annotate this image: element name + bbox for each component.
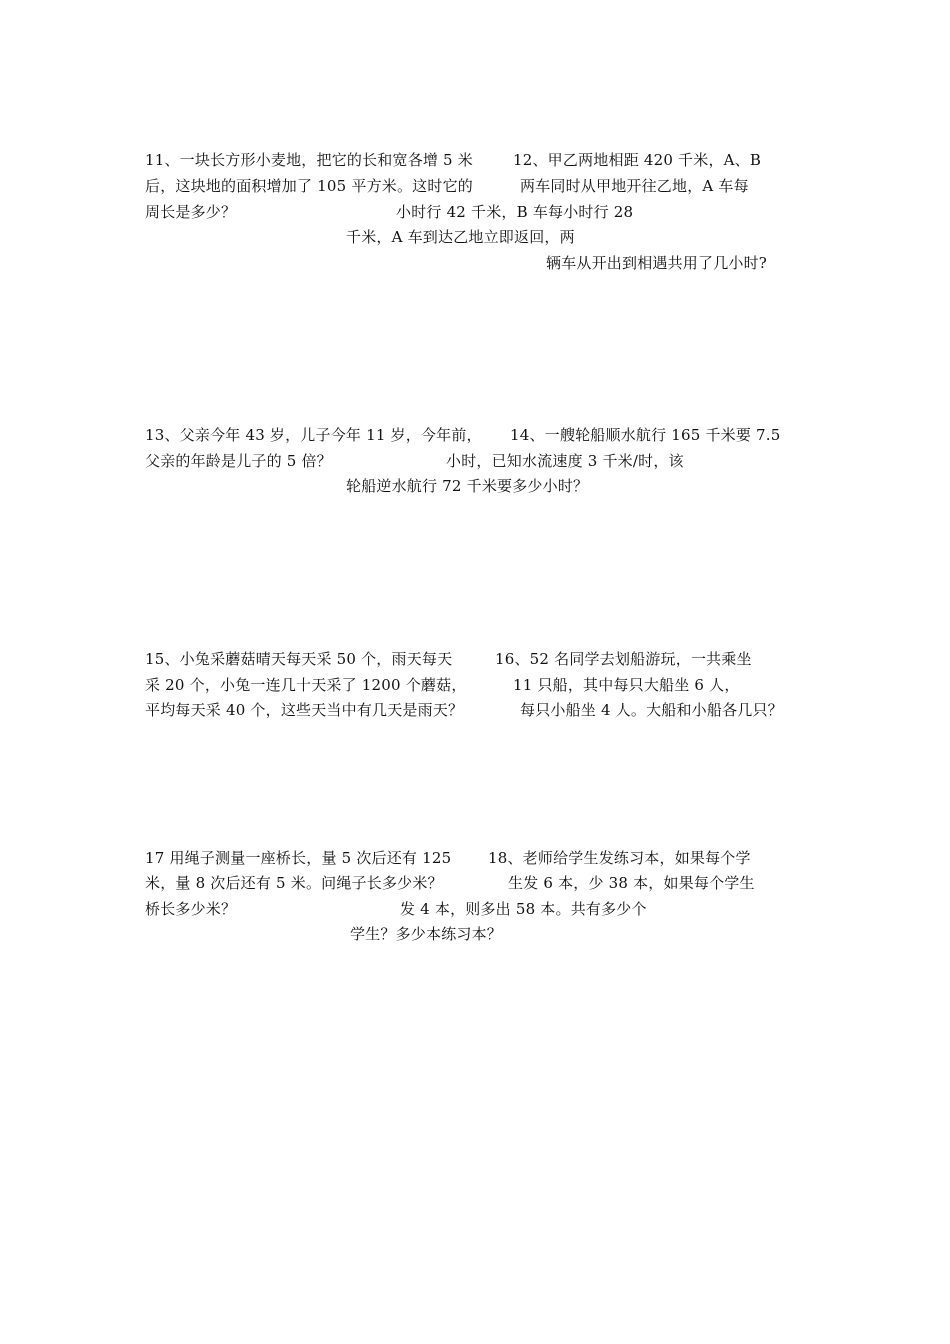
problem-14-line-1: 14、一艘轮船顺水航行 165 千米要 7.5 [510,426,781,444]
problem-15-line-3: 平均每天采 40 个，这些天当中有几天是雨天？ [145,701,464,719]
problem-16-line-1: 16、52 名同学去划船游玩，一共乘坐 [495,650,752,668]
problem-11-line-1: 11、一块长方形小麦地，把它的长和宽各增 5 米 [145,151,473,169]
problem-12-line-4: 千米，A 车到达乙地立即返回，两 [346,228,575,246]
problem-17-line-1: 17 用绳子测量一座桥长，量 5 次后还有 125 [145,849,452,867]
problem-13-line-1: 13、父亲今年 43 岁，儿子今年 11 岁，今年前， [145,426,482,444]
problem-17-line-3: 桥长多少米？ [145,900,237,918]
problem-13-line-2: 父亲的年龄是儿子的 5 倍？ [145,452,332,470]
problem-12-line-5: 辆车从开出到相遇共用了几小时? [546,254,768,272]
problem-15-line-1: 15、小兔采蘑菇晴天每天采 50 个，雨天每天 [145,650,453,668]
problem-18-line-2: 生发 6 本，少 38 本，如果每个学生 [508,874,755,892]
problem-12-line-3: 小时行 42 千米，B 车每小时行 28 [396,203,634,221]
problem-17-line-2: 米，量 8 次后还有 5 米。问绳子长多少米？ [145,874,443,892]
problem-11-line-2: 后，这块地的面积增加了 105 平方米。这时它的 [145,177,473,195]
problem-18-line-1: 18、老师给学生发练习本，如果每个学 [488,849,751,867]
problem-18-line-4: 学生？多少本练习本？ [350,925,503,943]
problem-15-line-2: 采 20 个，小兔一连几十天采了 1200 个蘑菇， [145,676,467,694]
problem-14-line-2: 小时，已知水流速度 3 千米/时，该 [446,452,684,470]
problem-18-line-3: 发 4 本，则多出 58 本。共有多少个 [400,900,647,918]
problem-16-line-2: 11 只船，其中每只大船坐 6 人， [513,676,740,694]
problem-16-line-3: 每只小船坐 4 人。大船和小船各几只？ [520,701,783,719]
problem-14-line-3: 轮船逆水航行 72 千米要多少小时？ [346,477,589,495]
problem-11-line-3: 周长是多少？ [145,203,237,221]
problem-12-line-2: 两车同时从甲地开往乙地，A 车每 [520,177,749,195]
problem-12-line-1: 12、甲乙两地相距 420 千米，A、B [513,151,762,169]
